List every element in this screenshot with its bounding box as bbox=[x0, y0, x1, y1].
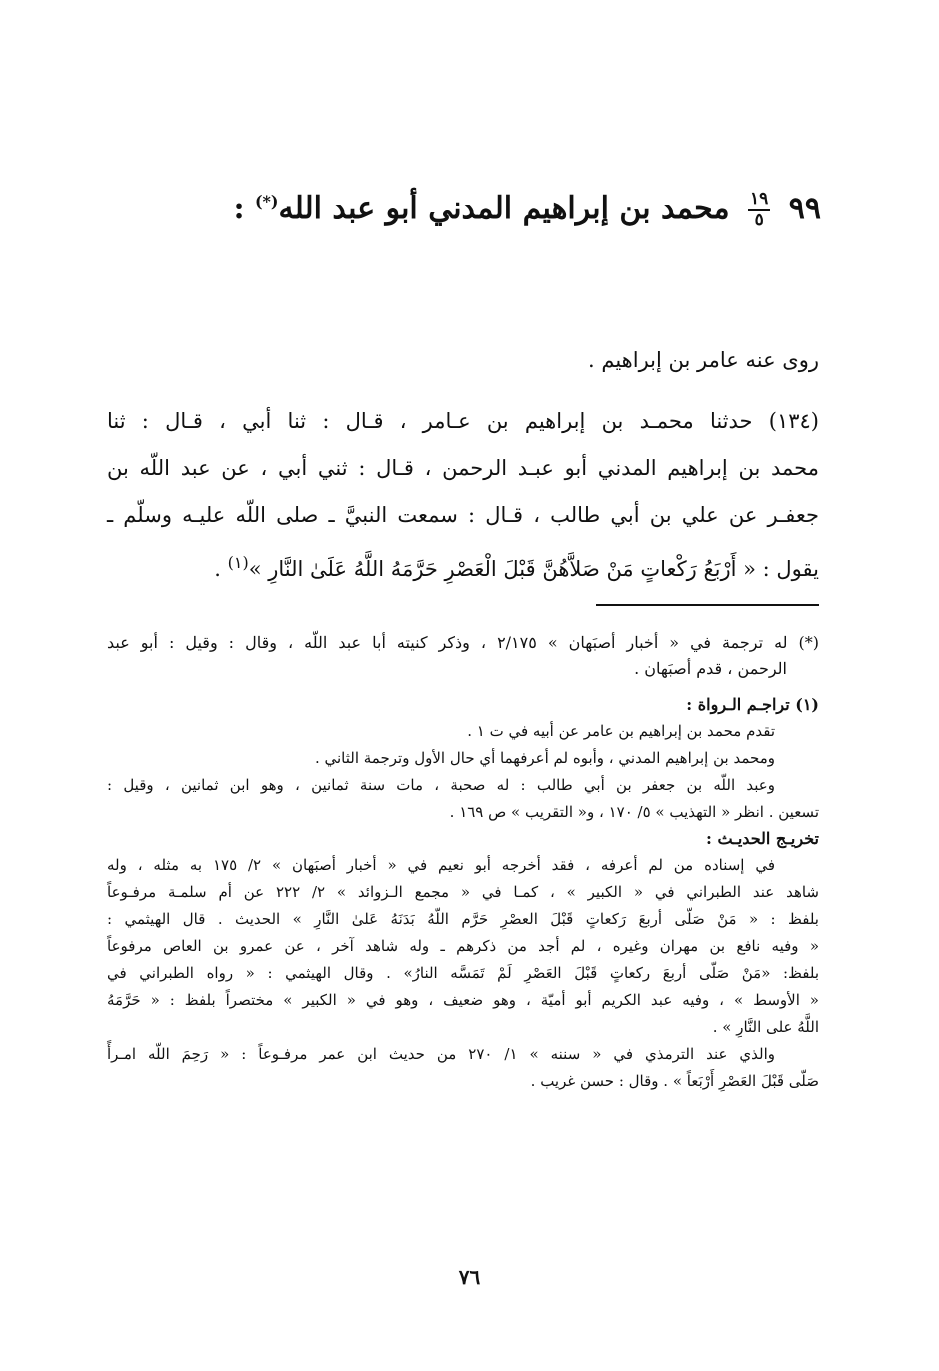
takhrij-line: « وفيه نافع بن مهران وغيره ، لم أجد من ذكرهم ـ وله شاهد آخر ، عن عمرو بن العاص مرفوعاً bbox=[107, 937, 819, 955]
hadith-end: . bbox=[214, 557, 228, 581]
tirmidhi-line: والذي عند الترمذي في « سننه » ١/ ٢٧٠ من حديث ابن عمر مرفـوعاً : « رَحِمَ اللّه امـرأً bbox=[107, 1045, 776, 1063]
takhrij-line: في إسناده من لم أعرفه ، فقد أخرجه أبو نعيم في « أخبار أصبَهان » ٢/ ١٧٥ به مثله ، وله bbox=[107, 856, 775, 874]
star-note-line: الرحمن ، قدم أصبَهان . bbox=[634, 659, 787, 678]
footnote-marker: (١) bbox=[227, 553, 249, 572]
heading-note-marker: (*) bbox=[254, 192, 279, 211]
tirmidhi-line: صَلّى قَبْلَ العَصْرِ أَرْبَعاً » . وقال : حسن غريب . bbox=[530, 1072, 819, 1090]
takhrij-line: اللَّهُ على النَّارِ » . bbox=[712, 1018, 819, 1036]
narrator-note: ومحمد بن إبراهيم المدني ، وأبوه لم أعرفهما أي حال الأول وترجمة الثاني . bbox=[314, 749, 775, 767]
hadith-line: محمد بن إبراهيم المدني أبو عبـد الرحمن ، قـال : ثني أبي ، عن عبد اللّه بن bbox=[107, 456, 819, 480]
narrators-heading: (١) تراجـم الـرواة : bbox=[686, 695, 819, 714]
footnotes bbox=[107, 630, 819, 1095]
volume-fraction bbox=[748, 190, 770, 230]
hadith-line-final bbox=[107, 539, 819, 593]
entry-number: ٩٩ bbox=[788, 191, 821, 226]
narrator-note: تسعين . انظر « التهذيب » ٥/ ١٧٠ ، و« التقريب » ص ١٦٩ . bbox=[449, 803, 819, 821]
takhrij-line: بلفظ: «مَنْ صَلّى أربعَ ركعاتٍ قَبْلَ العَصْرِ لَمْ تَمَسَّه النارُ» . وقال الهيثمي : « رواه الطبراني في bbox=[107, 964, 819, 982]
heading-colon: : bbox=[233, 191, 255, 226]
takhrij-line: بلفظ : « مَنْ صَلّى أربعَ رَكعاتٍ قَبْلَ العصْرِ حَرَّم اللّهُ بَدَنَهُ عَلىٰ النَّارِ » الحديث . قال الهيثمي : bbox=[107, 910, 819, 928]
hadith-line-text: يقول : « أَرْبَعُ رَكْعاتٍ مَنْ صَلاَّهُنَّ قَبْلَ الْعَصْرِ حَرَّمَهُ اللَّهُ عَلَىٰ النَّارِ » bbox=[248, 557, 819, 581]
footnote-separator bbox=[596, 604, 819, 606]
fraction-numerator: ١٩ bbox=[750, 189, 769, 209]
hadith-line: (١٣٤) حدثنا محمـد بن إبراهيم بن عـامر ، قـال : ثنا أبي ، قـال : ثنا bbox=[107, 409, 819, 433]
page-number: ٧٦ bbox=[458, 1265, 481, 1289]
takhrij-heading: تخريـج الحديـث : bbox=[705, 829, 819, 848]
star-note-line: (*) له ترجمة في « أخبار أصبَهان » ٢/١٧٥ ، وذكر كنيته أبا عبد اللّه ، وقال : وقيل : أبو عبد bbox=[107, 633, 820, 652]
narrator-note: وعبد اللّه بن جعفر بن أبي طالب : له صحبة ، مات سنة ثمانين ، وهو ابن ثمانين ، وقيل : bbox=[107, 776, 775, 794]
chapter-heading bbox=[101, 190, 821, 230]
takhrij-line: « الأوسط » ، وفيه عبد الكريم أبو أميّة ، وهو ضعيف ، وهو في « الكبير » مختصراً بلفظ : « حَرَّمَهُ bbox=[107, 991, 819, 1009]
narrator-line: روى عنه عامر بن إبراهيم . bbox=[588, 348, 819, 372]
hadith-text bbox=[107, 398, 819, 593]
heading-title: محمد بن إبراهيم المدني أبو عبد الله bbox=[278, 191, 730, 226]
takhrij-line: شاهد عند الطبراني في « الكبير » ، كمـا في « مجمع الـزوائد » ٢/ ٢٢٢ عن أم سلمـة مرفـوعاً bbox=[107, 883, 819, 901]
narrator-note: تقدم محمد بن إبراهيم بن عامر عن أبيه في ت ١ . bbox=[467, 722, 775, 740]
hadith-line: جعفـر عن علي بن أبي طالب ، قـال : سمعت النبيَّ ـ صلى اللّه عليـه وسلّم ـ bbox=[107, 503, 819, 527]
fraction-denominator: ٥ bbox=[754, 210, 764, 230]
